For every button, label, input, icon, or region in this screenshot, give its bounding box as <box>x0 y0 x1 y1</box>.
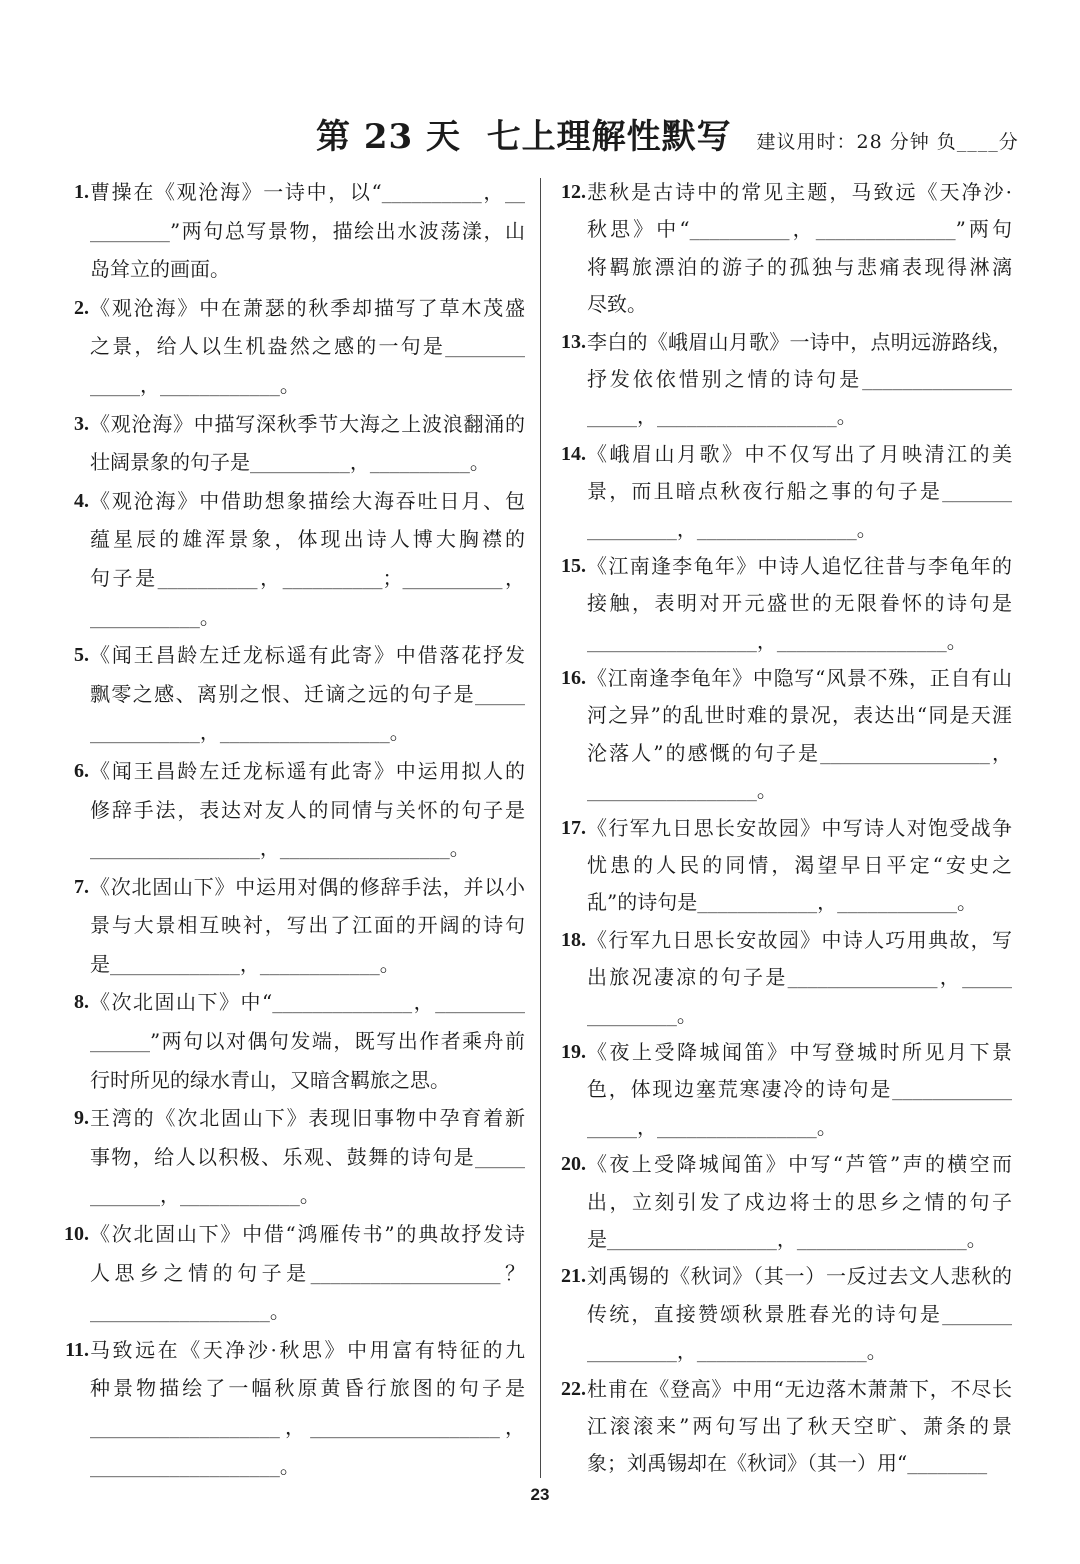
question-line <box>64 1215 525 1254</box>
question-line <box>90 1369 525 1408</box>
question-line <box>74 289 525 328</box>
question-text: 杜甫在《登高》中用“无边落木萧萧下，不尽长 <box>587 1376 1012 1401</box>
question-text: ， <box>349 450 370 475</box>
question-number: 4. <box>74 489 89 512</box>
answer-blank: ______________ <box>815 221 956 241</box>
question-line <box>90 1138 525 1177</box>
question-number: 18. <box>561 928 586 951</box>
question-text: ， <box>159 1183 180 1208</box>
question-16 <box>561 660 1012 810</box>
answer-blank: ___________ <box>90 608 200 628</box>
question-line <box>90 1022 525 1061</box>
answer-blank: ___________________ <box>90 1457 280 1477</box>
question-line <box>90 945 525 984</box>
answer-blank: _________________ <box>587 782 757 802</box>
question-text: 修辞手法，表达对友人的同情与关怀的句子是 <box>90 797 525 822</box>
question-line <box>561 548 1012 585</box>
question-11 <box>65 1331 526 1485</box>
question-line <box>90 443 525 482</box>
answer-blank: ____________ <box>892 1081 1012 1101</box>
question-text: 。 <box>389 720 410 745</box>
answer-blank: ___________________ <box>310 1419 500 1438</box>
score-blank: ____ <box>956 133 999 152</box>
answer-blank: _________________ <box>219 724 390 744</box>
answer-blank: ___________ <box>90 724 200 744</box>
question-text: 。 <box>866 1339 887 1364</box>
answer-blank: __________ <box>157 569 258 589</box>
answer-blank: _____ <box>962 969 1013 989</box>
answer-blank: _________ <box>435 994 525 1014</box>
question-text: 李白的《峨眉山月歌》一诗中，点明远游路线， <box>587 329 1012 354</box>
question-1 <box>74 173 526 289</box>
question-text: 《行军九日思长安故园》中写诗人对饱受战争 <box>587 815 1012 840</box>
question-text: ， <box>499 1415 526 1439</box>
question-text: 出旅况凄凉的句子是 <box>587 965 788 990</box>
answer-blank: _____ <box>587 1118 637 1138</box>
question-text: 景与大景相互映衬，写出了江面的开阔的诗句 <box>90 913 525 938</box>
question-text: 《次北固山下》中运用对偶的修辞手法，并以小 <box>90 874 525 899</box>
question-line <box>587 286 1012 323</box>
answer-blank: _____ <box>475 1148 525 1168</box>
question-line <box>587 997 1012 1034</box>
question-line <box>90 791 525 830</box>
question-number: 8. <box>74 991 89 1014</box>
question-text: 沦落人”的感慨的句子是 <box>587 740 821 765</box>
question-line <box>90 327 525 366</box>
question-21 <box>561 1258 1012 1370</box>
answer-blank: _________________ <box>776 632 947 652</box>
question-line <box>90 1408 525 1447</box>
page-title <box>316 117 745 157</box>
question-number: 19. <box>561 1040 586 1063</box>
question-line <box>587 473 1012 510</box>
question-line <box>74 482 525 521</box>
question-line <box>90 1061 525 1100</box>
question-line <box>90 520 525 559</box>
question-13 <box>561 324 1012 436</box>
question-text: 《江南逢李龟年》中诗人追忆往昔与李龟年的 <box>587 553 1012 578</box>
question-text: 景，而且暗点秋夜行船之事的句子是 <box>587 479 943 504</box>
answer-blank: ____________ <box>697 894 818 914</box>
answer-blank: _________________ <box>607 1230 777 1250</box>
question-line <box>74 1099 525 1138</box>
question-line <box>587 847 1012 884</box>
question-text: 《行军九日思长安故园》中诗人巧用典故，写 <box>587 927 1012 952</box>
question-text: ， <box>676 1339 697 1364</box>
question-text: ？ <box>500 1260 526 1285</box>
question-text: 《峨眉山月歌》中不仅写出了月映清江的美 <box>587 441 1012 466</box>
question-line <box>90 829 525 868</box>
answer-blank: ______ <box>90 1033 150 1053</box>
question-text: ， <box>636 404 657 429</box>
question-3 <box>74 405 525 482</box>
question-line <box>587 511 1012 548</box>
answer-blank: _________ <box>587 1343 677 1363</box>
question-text: 人思乡之情的句子是 <box>90 1260 311 1285</box>
question-number: 2. <box>74 296 89 319</box>
question-text: 《次北固山下》中借“鸿雁传书”的典故抒发诗 <box>90 1222 525 1247</box>
question-number: 11. <box>65 1338 89 1361</box>
question-text: 岛耸立的画面。 <box>90 257 230 282</box>
question-text: 是 <box>90 951 110 976</box>
question-text: 种景物描绘了一幅秋原黄昏行旅图的句子是 <box>90 1376 525 1401</box>
question-line <box>561 810 1012 847</box>
question-line <box>561 1371 1012 1408</box>
answer-blank: _____________ <box>110 955 240 975</box>
question-text: 乱”的诗句是 <box>587 890 698 915</box>
question-text: 。 <box>816 1114 837 1139</box>
question-17 <box>561 810 1012 922</box>
question-text: 之景，给人以生机盎然之感的一句是 <box>90 334 446 359</box>
question-number: 21. <box>561 1265 586 1288</box>
question-number: 9. <box>74 1107 89 1130</box>
question-line <box>587 211 1012 248</box>
question-line <box>587 1296 1012 1333</box>
question-text: 。 <box>279 1453 300 1478</box>
question-line <box>74 983 525 1022</box>
question-text: 。 <box>449 836 470 861</box>
question-number: 16. <box>561 667 586 690</box>
question-line <box>74 636 525 675</box>
question-number: 6. <box>74 759 89 782</box>
question-line <box>587 884 1012 921</box>
question-number: 15. <box>561 554 586 577</box>
question-text: 。 <box>957 890 978 915</box>
question-text: 传统，直接赞颂秋景胜春光的诗句是 <box>587 1301 943 1326</box>
question-text: 《夜上受降城闻笛》中写“芦管”声的横空而 <box>587 1152 1012 1177</box>
question-text: 行时所见的绿水青山，又暗含羁旅之思。 <box>90 1067 450 1092</box>
question-text: 色，体现边塞荒寒凄冷的诗句是 <box>587 1077 893 1102</box>
question-text: 。 <box>966 1226 987 1251</box>
answer-blank: __________ <box>689 221 790 241</box>
answer-blank: ___________________ <box>310 1264 501 1284</box>
question-14 <box>561 436 1012 548</box>
question-text: ”两句总写景物，描绘出水波荡漾，山 <box>169 218 525 243</box>
question-text: ”两句以对偶句发端，既写出作者乘舟前 <box>149 1029 525 1054</box>
answer-blank: _______________ <box>787 969 938 989</box>
question-4 <box>74 482 525 636</box>
answer-blank: ________ <box>907 1455 988 1475</box>
question-text: 。 <box>946 628 967 653</box>
question-line <box>561 1258 1012 1295</box>
question-number: 13. <box>561 330 586 353</box>
question-line <box>587 772 1012 809</box>
question-line <box>587 361 1012 398</box>
question-2 <box>74 289 525 405</box>
question-text: 飘零之感、离别之恨、迁谪之远的句子是 <box>90 681 476 706</box>
answer-blank: ________________ <box>696 520 857 540</box>
question-number: 10. <box>64 1223 89 1246</box>
question-text: 。 <box>756 778 777 803</box>
question-text: 。 <box>269 1299 290 1324</box>
question-line <box>587 585 1012 622</box>
score-label: 负 <box>936 131 957 153</box>
question-text: ， <box>139 372 160 397</box>
question-text: 江滚滚来”两句写出了秋天空旷、萧条的景 <box>587 1413 1012 1438</box>
question-line <box>587 959 1012 996</box>
question-text: ， <box>789 217 816 242</box>
question-line <box>90 906 525 945</box>
title-day: 第 23 天 <box>316 117 461 157</box>
question-line <box>587 1408 1012 1445</box>
question-line <box>74 868 525 907</box>
question-line <box>561 1146 1012 1183</box>
answer-blank: ____________ <box>259 955 380 975</box>
question-line <box>561 436 1012 473</box>
answer-blank: _________________ <box>90 840 260 860</box>
answer-blank: __________ <box>282 569 383 589</box>
question-text: ， <box>199 720 220 745</box>
question-text: ， <box>279 1415 311 1439</box>
question-text: 是 <box>587 1226 607 1251</box>
question-text: 《闻王昌龄左迁龙标遥有此寄》中借落花抒发 <box>90 643 525 668</box>
question-line <box>90 559 525 598</box>
answer-blank: _________________ <box>696 1343 867 1363</box>
question-18 <box>561 922 1013 1034</box>
question-text: 。 <box>676 1002 697 1027</box>
question-text: 《夜上受降城闻笛》中写登城时所见月下景 <box>587 1039 1012 1064</box>
answer-blank: __________ <box>250 454 350 474</box>
question-text: 蕴星辰的雄浑景象，体现出诗人博大胸襟的 <box>90 527 525 552</box>
question-text: ， <box>676 516 697 541</box>
question-text: 象；刘禹锡却在《秋词》（其一）用“ <box>587 1451 908 1476</box>
question-text: ， <box>756 628 777 653</box>
question-text: 刘禹锡的《秋词》（其一）一反过去文人悲秋的 <box>587 1264 1012 1289</box>
page-header <box>316 115 1019 165</box>
question-text: ； <box>382 565 403 590</box>
column-divider <box>540 178 541 1478</box>
question-number: 7. <box>74 875 89 898</box>
question-text: ， <box>412 990 436 1015</box>
answer-blank: _________________ <box>796 1230 967 1250</box>
question-20 <box>561 1146 1012 1258</box>
question-text: 将羁旅漂泊的游子的孤独与悲痛表现得淋漓 <box>587 254 1012 279</box>
answer-blank: _________________ <box>820 744 990 764</box>
question-text: 悲秋是古诗中的常见主题，马致远《天净沙· <box>587 180 1012 204</box>
answer-blank: __________ <box>369 454 470 474</box>
answer-blank: __ <box>505 184 526 203</box>
question-text: ， <box>257 565 283 590</box>
answer-blank: _________ <box>587 1006 677 1026</box>
question-line <box>587 249 1012 286</box>
answer-blank: _______________ <box>862 370 1012 390</box>
question-text: ， <box>239 951 260 976</box>
question-line <box>587 398 1012 435</box>
answer-blank: ________ <box>445 338 525 358</box>
question-line <box>90 212 525 251</box>
answer-blank: _________________ <box>279 840 450 860</box>
answer-blank: _____ <box>587 408 637 428</box>
question-text: ， <box>989 740 1012 765</box>
answer-blank: ____________ <box>159 376 280 396</box>
question-text: 《闻王昌龄左迁龙标遥有此寄》中运用拟人的 <box>90 758 525 783</box>
question-number: 1. <box>74 181 89 203</box>
question-line <box>90 675 525 714</box>
question-line <box>74 173 526 212</box>
question-line <box>587 1109 1012 1146</box>
question-line <box>65 1331 525 1370</box>
question-8 <box>74 983 525 1099</box>
question-text: ， <box>502 565 525 590</box>
answer-blank: _________________ <box>587 632 757 652</box>
time-hint-text: 建议用时：28 分钟 <box>756 131 930 153</box>
question-line <box>74 405 525 444</box>
question-15 <box>561 548 1012 660</box>
question-number: 12. <box>561 181 586 203</box>
question-number: 5. <box>74 644 89 667</box>
question-line <box>587 1445 1012 1482</box>
question-text: ”两句 <box>955 217 1012 242</box>
question-text: 《江南逢李龟年》中隐写“风景不殊，正自有山 <box>587 666 1012 691</box>
right-column <box>561 174 1013 1483</box>
answer-blank: _______ <box>90 1187 160 1207</box>
question-10 <box>64 1215 526 1331</box>
question-text: 河之异”的乱世时难的景况，表达出“同是天涯 <box>587 703 1012 728</box>
question-text: 马致远在《天净沙·秋思》中用富有特征的九 <box>90 1337 525 1362</box>
question-text: 。 <box>279 372 300 397</box>
answer-blank: _____ <box>90 376 140 396</box>
question-line <box>90 1292 525 1331</box>
question-line <box>587 623 1012 660</box>
question-text: 。 <box>469 450 490 475</box>
question-line <box>90 713 525 752</box>
question-text: 《观沧海》中借助想象描绘大海吞吐日月、包 <box>90 488 525 513</box>
title-topic: 七上理解性默写 <box>486 117 732 157</box>
question-line <box>561 660 1012 697</box>
answer-blank: ________________ <box>656 1118 817 1138</box>
answer-blank: ____________ <box>179 1187 300 1207</box>
question-line <box>90 1447 525 1486</box>
question-text: 壮阔景象的句子是 <box>90 450 250 475</box>
question-text: 忧患的人民的同情，渴望早日平定“安史之 <box>587 853 1012 878</box>
question-line <box>74 752 525 791</box>
left-column <box>64 173 526 1485</box>
answer-blank: _________ <box>587 520 677 540</box>
question-line <box>587 1333 1012 1370</box>
question-9 <box>74 1099 525 1215</box>
question-line <box>587 697 1012 734</box>
question-number: 14. <box>561 442 586 465</box>
question-text: ， <box>817 890 838 915</box>
question-text: 。 <box>199 604 220 629</box>
question-number: 3. <box>74 412 89 435</box>
question-text: 《观沧海》中在萧瑟的秋季却描写了草木茂盛 <box>90 295 525 320</box>
question-22 <box>561 1371 1012 1483</box>
question-line <box>561 324 1012 361</box>
page-number: 23 <box>530 1485 550 1504</box>
question-number: 17. <box>561 816 586 839</box>
question-text: 。 <box>836 404 857 429</box>
question-text: 。 <box>379 951 400 976</box>
question-text: 《次北固山下》中“ <box>90 990 273 1015</box>
question-6 <box>74 752 525 868</box>
question-text: ， <box>636 1114 657 1139</box>
question-text: 《观沧海》中描写深秋季节大海之上波浪翻涌的 <box>90 411 525 436</box>
question-text: 事物，给人以积极、乐观、鼓舞的诗句是 <box>90 1144 476 1169</box>
answer-blank: ___________________ <box>90 1419 280 1438</box>
question-line <box>90 366 525 405</box>
score-unit: 分 <box>998 131 1019 153</box>
question-12 <box>561 174 1012 324</box>
question-line <box>587 1184 1012 1221</box>
question-line <box>561 174 1012 211</box>
question-19 <box>561 1034 1012 1146</box>
answer-blank: _______ <box>942 483 1012 503</box>
question-7 <box>74 868 525 984</box>
answer-blank: __________ <box>402 569 503 589</box>
question-number: 20. <box>561 1153 586 1176</box>
question-text: 句子是 <box>90 565 158 590</box>
question-line <box>587 735 1012 772</box>
question-text: 王湾的《次北固山下》表现旧事物中孕育着新 <box>90 1106 525 1131</box>
question-line <box>90 250 525 289</box>
question-text: ， <box>937 965 963 990</box>
question-text: 曹操在《观沧海》一诗中，以“ <box>90 180 382 204</box>
question-number: 22. <box>561 1377 586 1400</box>
question-text: 抒发依依惜别之情的诗句是 <box>587 366 863 391</box>
answer-blank: ______________ <box>272 994 413 1014</box>
question-line <box>90 1254 525 1293</box>
question-line <box>587 1221 1012 1258</box>
question-5 <box>74 636 525 752</box>
question-line <box>90 598 525 637</box>
question-text: 。 <box>856 516 877 541</box>
question-line <box>587 1071 1012 1108</box>
answer-blank: __________________ <box>90 1303 270 1323</box>
question-text: 。 <box>299 1183 320 1208</box>
question-line <box>561 1034 1012 1071</box>
question-line <box>561 922 1012 959</box>
question-text: ， <box>481 180 506 204</box>
question-line <box>90 1176 525 1215</box>
question-text: 尽致。 <box>587 292 647 317</box>
question-text: 秋思》中“ <box>587 217 690 242</box>
answer-blank: _______ <box>942 1305 1012 1325</box>
question-text: ， <box>776 1226 797 1251</box>
answer-blank: _____ <box>475 685 525 705</box>
question-text: ， <box>259 836 280 861</box>
question-text: 出，立刻引发了戍边将士的思乡之情的句子 <box>587 1189 1012 1214</box>
answer-blank: ____________ <box>837 894 958 914</box>
answer-blank: ________ <box>90 222 170 242</box>
question-text: 接触，表明对开元盛世的无限眷怀的诗句是 <box>587 591 1012 616</box>
time-hint <box>757 131 1019 153</box>
answer-blank: __________________ <box>656 408 837 428</box>
answer-blank: __________ <box>381 184 482 203</box>
